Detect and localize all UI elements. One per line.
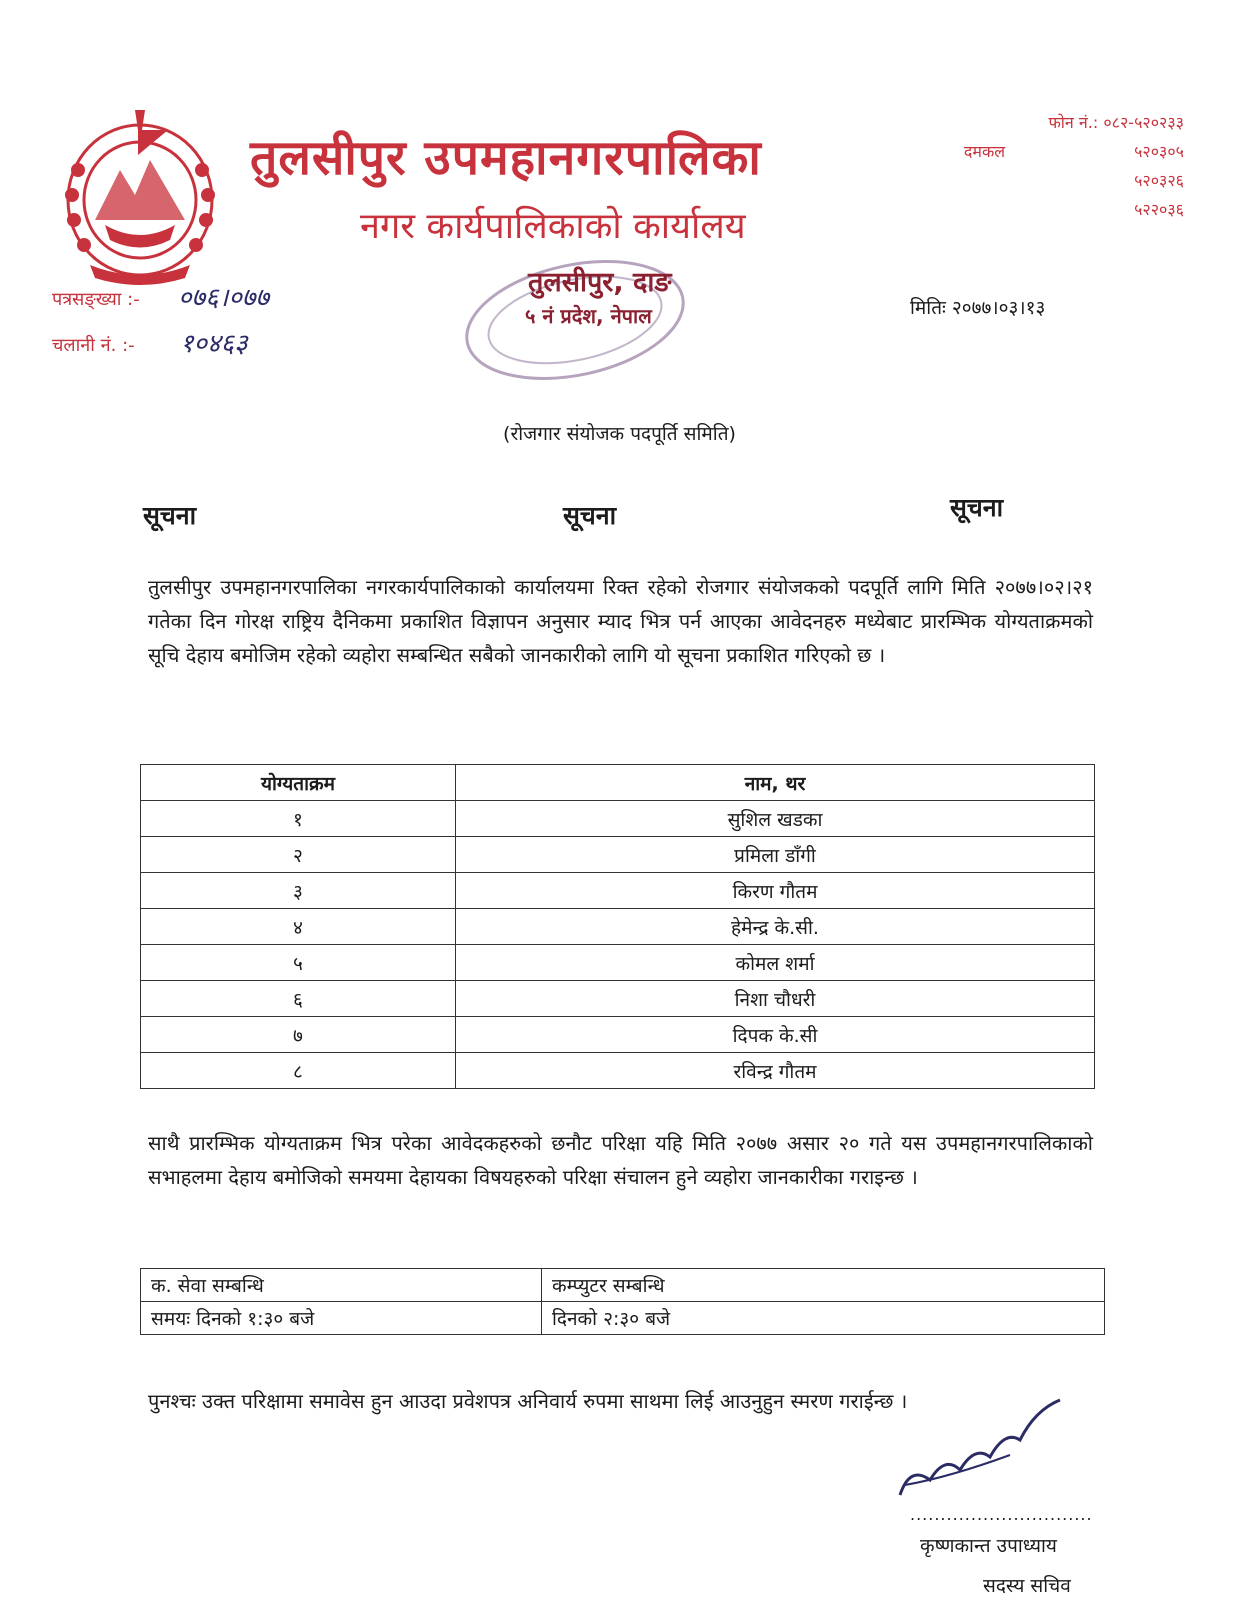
phone-label: फोन नं.: xyxy=(1048,113,1099,132)
name-cell: हेमेन्द्र के.सी. xyxy=(456,909,1095,945)
exam-time-cell: समयः दिनको १:३० बजे xyxy=(141,1302,542,1335)
rank-cell: ५ xyxy=(141,945,456,981)
name-cell: कोमल शर्मा xyxy=(456,945,1095,981)
table-row xyxy=(141,945,1095,981)
name-cell: किरण गौतम xyxy=(456,873,1095,909)
fire-number: ५२०३०५ xyxy=(1134,142,1184,161)
table-header-row xyxy=(141,765,1095,801)
intro-paragraph: तुलसीपुर उपमहानगरपालिका नगरकार्यपालिकाको कार्यालयमा रिक्त रहेको रोजगार संयोजकको पदपूर्ति लागि मिति २०७७।०२।२१ गतेका दिन गोरक्ष राष्ट्रिय दैनिकमा प्रकाशित विज्ञापन अनुसार म्याद भित्र पर्न आएका आवेदनहरु मध्येबाट प्रारम्भिक योग्यताक्रमको सूचि देहाय बमोजिम रहेको व्यहोरा सम्बन्धित सबैको जानकारीको लागि यो सूचना प्रकाशित गरिएको छ । xyxy=(148,575,1093,667)
stamp-location: तुलसीपुर, दाङ xyxy=(528,267,672,298)
table-row xyxy=(141,1017,1095,1053)
signature-line: .............................. xyxy=(910,1505,1093,1524)
name-cell: दिपक के.सी xyxy=(456,1017,1095,1053)
signature-icon xyxy=(890,1385,1070,1505)
signatory-title: सदस्य सचिव xyxy=(983,1575,1071,1597)
fire-label: दमकल xyxy=(963,142,1006,161)
nepal-emblem-icon xyxy=(50,100,230,290)
fire-row xyxy=(964,137,1184,166)
notice-heading: सूचना xyxy=(563,501,617,530)
letter-no-value: ०७६।०७७ xyxy=(178,283,269,313)
exam-schedule-table xyxy=(140,1268,1105,1335)
signatory-name: कृष्णकान्त उपाध्याय xyxy=(920,1535,1057,1557)
table-row xyxy=(141,1269,1105,1302)
phone-number: ०८२-५२०२३३ xyxy=(1103,113,1184,132)
municipality-title: तुलसीपुर उपमहानगरपालिका xyxy=(250,130,762,186)
name-cell: प्रमिला डाँगी xyxy=(456,837,1095,873)
rank-cell: ८ xyxy=(141,1053,456,1089)
table-row xyxy=(141,801,1095,837)
exam-time-cell: दिनको २:३० बजे xyxy=(542,1302,1105,1335)
exam-subject-cell: क. सेवा सम्बन्धि xyxy=(141,1269,542,1302)
rank-cell: १ xyxy=(141,801,456,837)
notice-heading: सूचना xyxy=(143,501,197,530)
letter-no-label: पत्रसङ्ख्या :- xyxy=(52,289,140,310)
table-row xyxy=(141,837,1095,873)
contact-block xyxy=(964,108,1184,224)
dispatch-no-label: चलानी नं. :- xyxy=(52,335,135,356)
table-row xyxy=(141,981,1095,1017)
name-cell: निशा चौधरी xyxy=(456,981,1095,1017)
phone-row xyxy=(964,108,1184,137)
exam-subject-cell: कम्प्युटर सम्बन्धि xyxy=(542,1269,1105,1302)
postscript-paragraph: पुनश्चः उक्त परिक्षामा समावेस हुन आउदा प्रवेशपत्र अनिवार्य रुपमा साथमा लिई आउनुहुन स्मरण गराईन्छ । xyxy=(148,1389,908,1413)
rank-cell: ३ xyxy=(141,873,456,909)
fire-number: ५२०३२६ xyxy=(1134,171,1184,190)
office-subtitle: नगर कार्यपालिकाको कार्यालय xyxy=(360,206,746,247)
table-row xyxy=(141,909,1095,945)
ranking-table xyxy=(140,764,1095,1089)
dispatch-no-value: १०४६३ xyxy=(180,329,248,359)
table-row xyxy=(141,873,1095,909)
name-header: नाम, थर xyxy=(456,765,1095,801)
table-row xyxy=(141,1302,1105,1335)
rank-cell: ४ xyxy=(141,909,456,945)
rank-cell: २ xyxy=(141,837,456,873)
table-row xyxy=(141,1053,1095,1089)
notice-heading: सूचना xyxy=(950,493,1004,522)
name-cell: सुशिल खडका xyxy=(456,801,1095,837)
issue-date: मितिः २०७७।०३।१३ xyxy=(910,297,1046,319)
stamp-province: ५ नं प्रदेश, नेपाल xyxy=(525,304,652,328)
name-cell: रविन्द्र गौतम xyxy=(456,1053,1095,1089)
fire-number: ५२२०३६ xyxy=(1134,200,1184,219)
rank-cell: ७ xyxy=(141,1017,456,1053)
rank-header: योग्यताक्रम xyxy=(141,765,456,801)
rank-cell: ६ xyxy=(141,981,456,1017)
exam-paragraph: साथै प्रारम्भिक योग्यताक्रम भित्र परेका आवेदकहरुको छनौट परिक्षा यहि मिति २०७७ असार २० गते यस उपमहानगरपालिकाको सभाहलमा देहाय बमोजिको समयमा देहायका विषयहरुको परिक्षा संचालन हुने व्यहोरा जानकारीका गराइन्छ । xyxy=(148,1131,1093,1189)
committee-name: (रोजगार संयोजक पदपूर्ति समिति) xyxy=(503,423,736,445)
